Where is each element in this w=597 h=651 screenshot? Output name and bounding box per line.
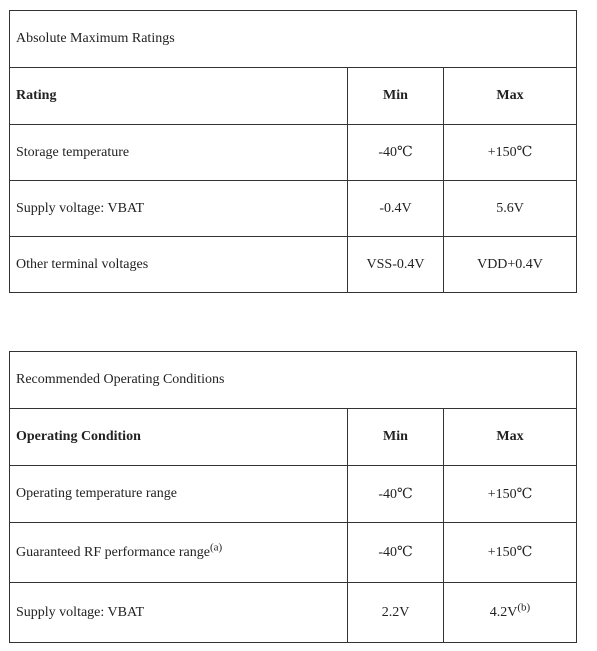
row-name: Supply voltage: VBAT bbox=[16, 604, 145, 620]
row-min: 2.2V bbox=[348, 583, 444, 643]
row-max: 5.6V bbox=[444, 181, 577, 237]
table-row bbox=[10, 466, 577, 523]
row-max: 4.2V bbox=[489, 604, 518, 620]
row-name-footnote: (a) bbox=[209, 540, 223, 553]
header-max: Max bbox=[444, 68, 577, 125]
header-max: Max bbox=[444, 409, 577, 466]
row-max: +150℃ bbox=[444, 125, 577, 181]
table-row bbox=[10, 523, 577, 583]
header-rating: Rating bbox=[10, 68, 348, 125]
table-row bbox=[10, 125, 577, 181]
row-min: -40℃ bbox=[348, 466, 444, 523]
row-max-cell bbox=[444, 523, 577, 583]
row-max-cell bbox=[444, 583, 577, 643]
row-min: -40℃ bbox=[348, 523, 444, 583]
row-max: VDD+0.4V bbox=[444, 237, 577, 293]
row-name: Other terminal voltages bbox=[10, 237, 348, 293]
table-row bbox=[10, 237, 577, 293]
absolute-max-ratings-table bbox=[9, 10, 577, 293]
row-name-cell bbox=[10, 583, 348, 643]
row-name: Storage temperature bbox=[10, 125, 348, 181]
row-name: Supply voltage: VBAT bbox=[10, 181, 348, 237]
header-min: Min bbox=[348, 68, 444, 125]
row-name-cell bbox=[10, 466, 348, 523]
row-max: +150℃ bbox=[487, 545, 533, 560]
recommended-operating-conditions-table bbox=[9, 351, 577, 643]
row-name: Operating temperature range bbox=[16, 486, 177, 501]
row-min: -40℃ bbox=[348, 125, 444, 181]
row-min: -0.4V bbox=[348, 181, 444, 237]
header-min: Min bbox=[348, 409, 444, 466]
header-operating-condition: Operating Condition bbox=[10, 409, 348, 466]
table-title: Recommended Operating Conditions bbox=[10, 352, 577, 409]
row-name-cell bbox=[10, 523, 348, 583]
table-title: Absolute Maximum Ratings bbox=[10, 11, 577, 68]
row-min: VSS-0.4V bbox=[348, 237, 444, 293]
row-max: +150℃ bbox=[487, 486, 533, 502]
row-max-cell bbox=[444, 466, 577, 523]
row-max-footnote: (b) bbox=[517, 600, 531, 613]
row-name: Guaranteed RF performance range bbox=[16, 544, 210, 560]
table-row bbox=[10, 181, 577, 237]
table-row bbox=[10, 583, 577, 643]
